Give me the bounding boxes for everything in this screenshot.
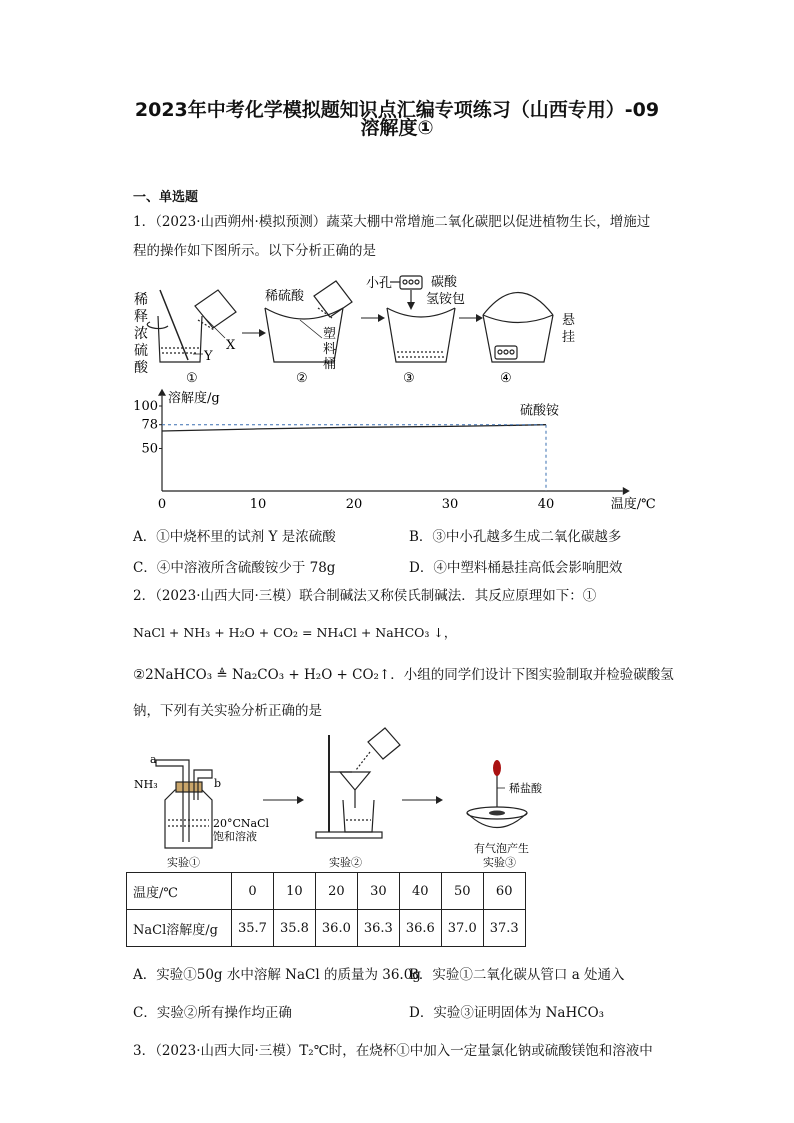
exp2-filtration-diagram: [316, 728, 400, 838]
x-axis-arrow: [623, 487, 630, 495]
q2-option-a[interactable]: A．实验①50g 水中溶解 NaCl 的质量为 36.0g: [133, 967, 421, 983]
y-tick-label: 78: [141, 417, 158, 433]
bucket-label-2: 料: [323, 342, 337, 357]
exp3-dish-diagram: [467, 772, 527, 828]
y-label: Y: [204, 349, 213, 364]
table-cell: 40: [399, 873, 441, 910]
exp3-caption: 实验③: [483, 856, 516, 869]
bucket-label-3: 桶: [323, 357, 337, 372]
q1-option-d[interactable]: D．④中塑料桶悬挂高低会影响肥效: [409, 560, 623, 576]
table-cell: 36.3: [357, 910, 399, 947]
table-cell: 36.0: [315, 910, 357, 947]
pack-label-2: 氢铵包: [426, 292, 466, 307]
q1-option-b[interactable]: B．③中小孔越多生成二氧化碳越多: [409, 529, 622, 545]
y-axis-label: 溶解度/g: [168, 390, 220, 406]
series-line-ammonium-sulfate: [162, 425, 546, 431]
hang-label-2: 挂: [562, 330, 576, 345]
exp2-caption: 实验②: [329, 856, 362, 869]
q1-option-a[interactable]: A．①中烧杯里的试剂 Y 是浓硫酸: [133, 529, 336, 545]
page-title: 2023年中考化学模拟题知识点汇编专项练习（山西专用）-09: [134, 99, 660, 121]
table-cell: 30: [357, 873, 399, 910]
table-cell: 10: [273, 873, 315, 910]
q2-equation-2: ②2NaHCO₃ ≜ Na₂CO₃ + H₂O + CO₂↑．小组的同学们设计下图实验制取并检验碳酸氢: [133, 667, 674, 683]
x-tick-label: 20: [345, 497, 363, 512]
x-tick-label: 10: [249, 497, 267, 512]
series-label: 硫酸铵: [520, 403, 560, 419]
step2-bucket-diagram: [265, 281, 352, 362]
tube-b-label: b: [214, 777, 222, 790]
dilute-label-2: 释: [134, 309, 148, 325]
step4-hanging-bucket-diagram: [483, 293, 553, 363]
section-heading: 一、单选题: [133, 190, 199, 205]
table-cell: 0: [232, 873, 274, 910]
table-cell: 20: [315, 873, 357, 910]
q1-option-c[interactable]: C．④中溶液所含硫酸铵少于 78g: [133, 560, 336, 576]
table-cell: 50: [441, 873, 483, 910]
y-tick-label: 50: [141, 441, 158, 457]
q2-equation-1: NaCl + NH₃ + H₂O + CO₂ = NH₄Cl + NaHCO₃ ↓，: [133, 625, 457, 640]
q1-stem-line1: 1．（2023·山西朔州·模拟预测）蔬菜大棚中常增施二氧化碳肥以促进植物生长，增施过: [133, 214, 651, 230]
table-cell: 60: [483, 873, 525, 910]
step3-number: ③: [403, 371, 415, 386]
table-cell: 37.0: [441, 910, 483, 947]
q1-stem-line2: 程的操作如下图所示。以下分析正确的是: [133, 243, 376, 259]
table-head-solubility: NaCl溶解度/g: [127, 910, 232, 947]
saturated-label: 饱和溶液: [213, 830, 257, 843]
bucket-label-1: 塑: [323, 327, 337, 342]
table-cell: 35.7: [232, 910, 274, 947]
x-axis-label: 温度/℃: [610, 497, 656, 512]
acid-label: 稀硫酸: [265, 289, 305, 304]
dilute-label-4: 硫: [134, 343, 148, 359]
x-tick-label: 40: [537, 497, 555, 512]
step1-number: ①: [186, 371, 198, 386]
table-row-solubility: [127, 910, 526, 947]
dilute-label-5: 酸: [134, 360, 148, 376]
y-tick-label: 100: [133, 399, 158, 414]
x-tick-label: 0: [157, 497, 167, 512]
x-label: X: [226, 338, 236, 353]
nacl-label: 20°CNaCl: [213, 817, 270, 830]
dilute-label-3: 浓: [134, 326, 148, 342]
step3-bucket-diagram: [387, 276, 455, 362]
nacl-solubility-table: [126, 872, 526, 947]
q2-stem-line3: 钠，下列有关实验分析正确的是: [133, 703, 322, 719]
q2-option-d[interactable]: D．实验③证明固体为 NaHCO₃: [409, 1005, 605, 1021]
y-axis-arrow: [158, 389, 166, 396]
table-cell: 35.8: [273, 910, 315, 947]
q3-stem-line1: 3．（2023·山西大同·三模）T₂℃时，在烧杯①中加入一定量氯化钠或硫酸镁饱和溶液中: [133, 1043, 653, 1059]
page-subtitle: 溶解度①: [360, 117, 434, 139]
exp1-caption: 实验①: [167, 856, 200, 869]
step1-dilution-diagram: [147, 290, 236, 362]
q2-option-c[interactable]: C．实验②所有操作均正确: [133, 1005, 292, 1021]
table-head-temp: 温度/℃: [127, 873, 232, 910]
tube-a-label: a: [150, 753, 157, 766]
step2-number: ②: [296, 371, 308, 386]
x-tick-label: 30: [441, 497, 459, 512]
hcl-label: 稀盐酸: [509, 782, 542, 795]
table-row-temperature: [127, 873, 526, 910]
step4-number: ④: [500, 371, 512, 386]
pack-label-1: 碳酸: [431, 275, 458, 290]
table-cell: 36.6: [399, 910, 441, 947]
q2-stem-line1: 2．（2023·山西大同·三模）联合制碱法又称侯氏制碱法．其反应原理如下：①: [133, 588, 597, 604]
hole-label: 小孔: [366, 276, 393, 291]
dilute-label-1: 稀: [134, 292, 148, 308]
nh3-label: NH₃: [134, 778, 158, 791]
hang-label-1: 悬: [562, 313, 576, 328]
table-cell: 37.3: [483, 910, 525, 947]
q2-option-b[interactable]: B．实验①二氧化碳从管口 a 处通入: [409, 967, 625, 983]
exp1-bottle-diagram: [156, 760, 212, 848]
bubble-label: 有气泡产生: [474, 842, 529, 855]
